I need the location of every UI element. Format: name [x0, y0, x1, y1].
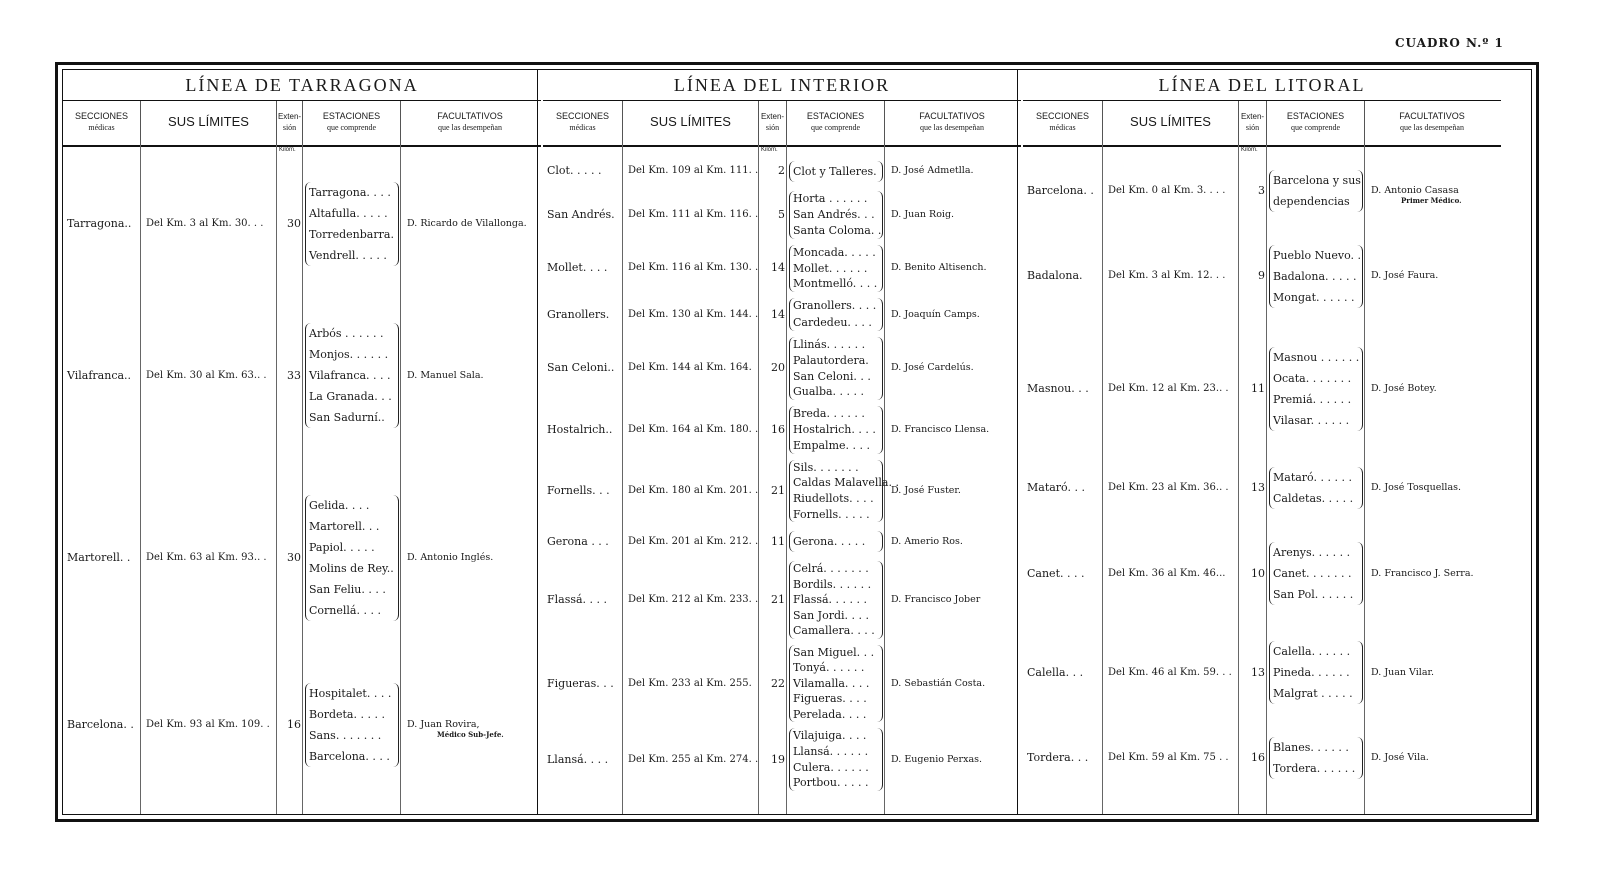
station-name: Torredenbarra. [309, 227, 394, 241]
table-row [543, 242, 1021, 296]
doctor-name: D. Benito Altisench. [891, 262, 987, 274]
header-extension [759, 101, 787, 145]
section-name: Gerona . . . [547, 534, 609, 548]
station-list [789, 561, 883, 639]
section-extension: 11 [1251, 382, 1265, 396]
doctor-name: D. Amerio Ros. [891, 535, 963, 547]
header-facultativos-text: FACULTATIVOS [437, 111, 503, 121]
column-header-row [1023, 101, 1501, 147]
section-name: Tordera. . . [1027, 751, 1089, 765]
section-name: Vilafranca.. [67, 368, 132, 382]
station-name: Pueblo Nuevo. . [1273, 248, 1362, 262]
table-row [1023, 524, 1501, 623]
station-name: Premiá. . . . . . [1273, 393, 1352, 407]
header-extension [277, 101, 303, 145]
header-estaciones-text: ESTACIONES [322, 111, 381, 121]
section-extension: 16 [771, 422, 785, 436]
section-extension: 33 [287, 368, 301, 382]
section-name: Granollers. [547, 307, 610, 321]
table-row [63, 460, 541, 657]
section-limits: Del Km. 109 al Km. 111. . [628, 165, 759, 177]
station-name: Santa Coloma. . [793, 223, 882, 237]
header-facultativos-text: FACULTATIVOS [1399, 111, 1465, 121]
header-estaciones-text: ESTACIONES [1286, 111, 1345, 121]
station-name: Vilasar. . . . . . [1273, 414, 1350, 428]
section-limits: Del Km. 116 al Km. 130. . [628, 262, 759, 274]
column-header-row [543, 101, 1021, 147]
station-name: San Sadurní.. [309, 411, 385, 425]
section-doctor [891, 209, 954, 220]
station-name: Masnou . . . . . . [1273, 351, 1360, 365]
section-limits: Del Km. 164 al Km. 180. . [628, 423, 759, 435]
header-secciones [543, 101, 623, 145]
doctor-name: D. Francisco J. Serra. [1371, 567, 1474, 579]
station-list [789, 161, 883, 182]
doctor-title: Primer Médico. [1401, 195, 1462, 205]
station-name: Hostalrich. . . . [793, 422, 876, 436]
section-doctor [1371, 568, 1474, 579]
doctor-name: D. Joaquín Camps. [891, 308, 980, 320]
table-row [543, 525, 1021, 558]
header-limites-text: SUS LÍMITES [1130, 114, 1211, 129]
table-body [62, 69, 1532, 815]
table-row [1023, 227, 1501, 326]
header-extension [1239, 101, 1267, 145]
station-name: Mataró. . . . . . [1273, 471, 1352, 485]
station-list [305, 683, 399, 767]
station-list [1269, 170, 1363, 212]
station-name: Breda. . . . . . [793, 406, 865, 420]
station-name: Tonyá. . . . . . [793, 661, 865, 675]
station-list [789, 191, 883, 239]
section-doctor [407, 719, 504, 739]
station-list [1269, 737, 1363, 779]
section-name: Hostalrich.. [547, 422, 613, 436]
table-row [543, 725, 1021, 794]
header-facultativos-subtext: que las desempeñan [1400, 123, 1464, 132]
section-name: Barcelona. . [67, 718, 134, 732]
column-header-row [63, 101, 541, 147]
station-list [789, 298, 883, 331]
station-list [1269, 542, 1363, 605]
table-row [543, 155, 1021, 188]
station-name: Figueras. . . . [793, 692, 867, 706]
station-name: Sils. . . . . . . [793, 460, 859, 474]
table-row [543, 334, 1021, 403]
section-name: Mataró. . . [1027, 481, 1085, 495]
table-row [1023, 155, 1501, 227]
header-extension-text: Exten- [760, 112, 785, 121]
section-name: San Celoni.. [547, 361, 615, 375]
station-name: Gelida. . . . [309, 499, 370, 513]
line-panel [1023, 70, 1501, 814]
station-name: San Miguel. . . [793, 645, 875, 659]
header-facultativos-subtext: que las desempeñan [438, 123, 502, 132]
line-panel [543, 70, 1021, 814]
doctor-name: D. José Faura. [1371, 270, 1439, 282]
doctor-title: Médico Sub-Jefe. [437, 730, 504, 740]
station-list [305, 182, 399, 266]
section-doctor [891, 754, 982, 765]
station-name: Caldetas. . . . . [1273, 492, 1354, 506]
header-facultativos [1365, 101, 1499, 145]
section-doctor [891, 424, 989, 435]
section-limits: Del Km. 212 al Km. 233. . [628, 593, 759, 605]
table-frame [55, 62, 1539, 822]
section-limits: Del Km. 63 al Km. 93.. . [146, 552, 267, 564]
section-extension: 21 [771, 592, 785, 606]
section-extension: 9 [1258, 269, 1265, 283]
section-name: Fornells. . . [547, 483, 610, 497]
header-estaciones [1267, 101, 1365, 145]
section-extension: 10 [1251, 566, 1265, 580]
table-row [543, 403, 1021, 457]
section-limits: Del Km. 130 al Km. 144. . [628, 308, 759, 320]
header-secciones-text: SECCIONES [74, 111, 128, 121]
station-list [1269, 467, 1363, 509]
header-secciones-subtext: médicas [88, 123, 115, 132]
station-name: Flassá. . . . . . [793, 593, 868, 607]
section-name: Flassá. . . . [547, 592, 608, 606]
station-name: San Pol. . . . . . [1273, 588, 1354, 602]
section-extension: 30 [287, 216, 301, 230]
doctor-name: D. Antonio Inglés. [407, 552, 494, 564]
station-list [789, 337, 883, 400]
station-list [1269, 641, 1363, 704]
table-row [1023, 722, 1501, 794]
section-limits: Del Km. 180 al Km. 201. . [628, 484, 759, 496]
station-name: Portbou. . . . . [793, 776, 869, 790]
station-name: Ocata. . . . . . . [1273, 372, 1352, 386]
table-row [543, 642, 1021, 726]
section-extension: 3 [1258, 183, 1265, 197]
station-name: San Feliu. . . . [309, 583, 386, 597]
section-doctor [891, 262, 986, 273]
section-doctor [1371, 482, 1461, 493]
header-estaciones [303, 101, 401, 145]
section-doctor [407, 370, 484, 381]
station-name: Camallera. . . . [793, 624, 875, 638]
station-name: Gualba. . . . . [793, 385, 865, 399]
doctor-name: D. Francisco Llensa. [891, 423, 990, 435]
station-list [1269, 245, 1363, 308]
station-name: Barcelona. . . . [309, 750, 390, 764]
doctor-name: D. Juan Vilar. [1371, 666, 1434, 678]
section-limits: Del Km. 144 al Km. 164. [628, 362, 752, 374]
station-name: Molins de Rey.. [309, 562, 394, 576]
station-list [305, 323, 399, 428]
station-name: Fornells. . . . . [793, 507, 870, 521]
station-name: San Celoni. . . [793, 369, 871, 383]
section-name: Badalona. [1027, 269, 1083, 283]
header-extension-text: Exten- [1240, 112, 1265, 121]
header-limites [623, 101, 759, 145]
station-name: Culera. . . . . . [793, 760, 869, 774]
table-row [543, 295, 1021, 334]
section-limits: Del Km. 59 al Km. 75 . . [1108, 752, 1229, 764]
doctor-name: D. José Fuster. [891, 484, 961, 496]
header-secciones [1023, 101, 1103, 145]
station-list [789, 406, 883, 454]
station-name: Arbós . . . . . . [309, 327, 384, 341]
section-extension: 13 [1251, 481, 1265, 495]
section-limits: Del Km. 233 al Km. 255. [628, 677, 752, 689]
section-limits: Del Km. 3 al Km. 30. . . [146, 217, 264, 229]
doctor-name: D. Francisco Jober [891, 593, 981, 605]
table-row [543, 457, 1021, 526]
doctor-name: D. Juan Rovira, [407, 719, 480, 731]
section-doctor [407, 218, 527, 229]
doctor-name: D. José Tosquellas. [1371, 482, 1462, 494]
station-name: Vilamalla. . . . [793, 676, 870, 690]
section-limits: Del Km. 255 al Km. 274. . [628, 753, 759, 765]
header-limites [141, 101, 277, 145]
doctor-name: D. José Botey. [1371, 383, 1437, 395]
doctor-name: D. Eugenio Perxas. [891, 753, 983, 765]
station-name: Cornellá. . . . [309, 604, 381, 618]
station-name: Moncada. . . . . [793, 245, 876, 259]
header-extension-text: Exten- [277, 112, 302, 121]
station-name: Pineda. . . . . . [1273, 666, 1350, 680]
section-doctor [1371, 383, 1437, 394]
section-extension: 14 [771, 307, 785, 321]
doctor-name: D. Antonio Casasa [1371, 184, 1459, 196]
station-name: Hospitalet. . . . [309, 687, 392, 701]
station-name: Vilajuiga. . . . [793, 729, 867, 743]
station-name: Sans. . . . . . . [309, 729, 382, 743]
section-extension: 14 [771, 261, 785, 275]
station-name: Horta . . . . . . [793, 191, 868, 205]
header-estaciones-subtext: que comprende [810, 123, 861, 132]
station-name: Canet. . . . . . . [1273, 567, 1352, 581]
station-name: Blanes. . . . . . [1273, 741, 1349, 755]
header-estaciones-text: ESTACIONES [806, 111, 865, 121]
line-title: LÍNEA DEL INTERIOR [543, 70, 1021, 101]
header-limites-text: SUS LÍMITES [168, 114, 249, 129]
section-limits: Del Km. 93 al Km. 109. . [146, 719, 270, 731]
section-doctor [891, 309, 980, 320]
station-name: dependencias [1273, 194, 1350, 208]
station-name: Malgrat . . . . . [1273, 687, 1353, 701]
header-limites-text: SUS LÍMITES [650, 114, 731, 129]
station-list [1269, 347, 1363, 431]
doctor-name: D. Ricardo de Vilallonga. [407, 217, 527, 229]
station-name: Vendrell. . . . . [309, 248, 387, 262]
doctor-name: D. José Cardelús. [891, 362, 974, 374]
section-name: Martorell. . [67, 551, 131, 565]
station-name: Tarragona. . . . [309, 185, 391, 199]
header-extension-subtext: sión [765, 123, 780, 132]
kilometre-unit-label: Kilóm. [761, 147, 778, 153]
section-name: Masnou. . . [1027, 382, 1089, 396]
section-extension: 21 [771, 483, 785, 497]
doctor-name: D. José Vila. [1371, 752, 1429, 764]
section-limits: Del Km. 3 al Km. 12. . . [1108, 270, 1226, 282]
station-list [789, 645, 883, 723]
header-facultativos [885, 101, 1019, 145]
section-extension: 5 [778, 207, 785, 221]
header-facultativos [401, 101, 539, 145]
table-row [63, 657, 541, 794]
section-extension: 2 [778, 164, 785, 178]
kilometre-unit-label: Kilóm. [279, 147, 296, 153]
header-facultativos-subtext: que las desempeñan [920, 123, 984, 132]
station-name: Gerona. . . . . [793, 535, 866, 549]
doctor-name: D. Manuel Sala. [407, 369, 484, 381]
station-name: San Andrés. . . [793, 207, 875, 221]
header-extension-subtext: sión [1245, 123, 1260, 132]
table-row [63, 155, 541, 292]
station-name: Mongat. . . . . . [1273, 290, 1355, 304]
section-doctor [891, 165, 974, 176]
section-doctor [891, 362, 974, 373]
table-row [543, 188, 1021, 242]
station-name: La Granada. . . [309, 390, 392, 404]
station-name: Tordera. . . . . . [1273, 762, 1356, 776]
station-name: Palautordera. [793, 353, 869, 367]
station-name: Empalme. . . . [793, 438, 870, 452]
station-name: Granollers. . . . [793, 299, 877, 313]
station-list [789, 531, 883, 552]
station-name: Bordeta. . . . . [309, 708, 385, 722]
section-extension: 13 [1251, 665, 1265, 679]
station-name: Altafulla. . . . . [309, 206, 388, 220]
station-name: Llinás. . . . . . [793, 338, 866, 352]
header-estaciones [787, 101, 885, 145]
section-extension: 30 [287, 551, 301, 565]
section-doctor [1371, 667, 1434, 678]
section-extension: 22 [771, 676, 785, 690]
header-facultativos-text: FACULTATIVOS [919, 111, 985, 121]
doctor-name: D. Sebastián Costa. [891, 677, 986, 689]
header-estaciones-subtext: que comprende [1290, 123, 1341, 132]
table-row [1023, 326, 1501, 453]
station-name: Martorell. . . [309, 520, 380, 534]
section-name: Figueras. . . [547, 676, 614, 690]
section-doctor [1371, 752, 1429, 763]
header-secciones-subtext: médicas [569, 123, 596, 132]
station-name: Calella. . . . . . [1273, 645, 1351, 659]
station-name: Llansá. . . . . . [793, 744, 869, 758]
header-estaciones-subtext: que comprende [326, 123, 377, 132]
station-name: Monjos. . . . . . [309, 348, 389, 362]
header-secciones-text: SECCIONES [1035, 111, 1089, 121]
section-doctor [1371, 270, 1438, 281]
section-name: Clot. . . . . [547, 164, 602, 178]
station-name: Barcelona y sus [1273, 173, 1361, 187]
station-list [789, 245, 883, 293]
line-title: LÍNEA DE TARRAGONA [63, 70, 541, 101]
section-name: Barcelona. . [1027, 183, 1094, 197]
station-name: Clot y Talleres. [793, 164, 877, 178]
header-secciones [63, 101, 141, 145]
section-extension: 16 [287, 718, 301, 732]
section-limits: Del Km. 36 al Km. 46... [1108, 567, 1226, 579]
station-name: Arenys. . . . . . [1273, 546, 1351, 560]
section-name: Tarragona.. [67, 216, 132, 230]
section-doctor [407, 552, 493, 563]
section-doctor [891, 678, 985, 689]
header-secciones-subtext: médicas [1049, 123, 1076, 132]
section-name: San Andrés. [547, 207, 615, 221]
header-extension-subtext: sión [282, 123, 297, 132]
doctor-name: D. Juan Roig. [891, 208, 955, 220]
station-name: Caldas Malavella. . [793, 476, 899, 490]
table-number-label: CUADRO N.º 1 [1395, 36, 1504, 50]
section-limits: Del Km. 23 al Km. 36.. . [1108, 482, 1229, 494]
line-title: LÍNEA DEL LITORAL [1023, 70, 1501, 101]
station-name: Bordils. . . . . . [793, 577, 872, 591]
section-limits: Del Km. 0 al Km. 3. . . . [1108, 184, 1226, 196]
table-row [63, 292, 541, 459]
station-name: Mollet. . . . . . [793, 261, 868, 275]
table-row [1023, 452, 1501, 524]
section-limits: Del Km. 46 al Km. 59. . . [1108, 666, 1232, 678]
station-name: Vilafranca. . . . [309, 369, 391, 383]
section-limits: Del Km. 30 al Km. 63.. . [146, 369, 267, 381]
line-panel [63, 70, 541, 814]
section-doctor [891, 536, 963, 547]
header-limites [1103, 101, 1239, 145]
station-name: San Jordi. . . . [793, 608, 870, 622]
station-name: Perelada. . . . [793, 707, 867, 721]
station-name: Cardedeu. . . . [793, 315, 872, 329]
station-list [789, 460, 899, 523]
station-name: Papiol. . . . . [309, 541, 375, 555]
kilometre-unit-label: Kilóm. [1241, 147, 1258, 153]
section-limits: Del Km. 201 al Km. 212. . [628, 535, 759, 547]
station-list [305, 495, 399, 621]
section-name: Calella. . . [1027, 665, 1084, 679]
section-doctor [891, 594, 980, 605]
station-name: Celrá. . . . . . . [793, 562, 869, 576]
section-doctor [891, 485, 961, 496]
section-limits: Del Km. 12 al Km. 23.. . [1108, 383, 1229, 395]
table-row [543, 558, 1021, 642]
station-name: Badalona. . . . . [1273, 269, 1357, 283]
table-row [1023, 623, 1501, 722]
header-secciones-text: SECCIONES [555, 111, 609, 121]
station-name: Riudellots. . . . [793, 491, 874, 505]
section-name: Canet. . . . [1027, 566, 1085, 580]
section-extension: 20 [771, 361, 785, 375]
section-name: Mollet. . . . [547, 261, 608, 275]
section-extension: 19 [771, 752, 785, 766]
doctor-name: D. José Admetlla. [891, 165, 974, 177]
section-doctor [1371, 185, 1462, 205]
station-list [789, 728, 883, 791]
section-limits: Del Km. 111 al Km. 116. . [628, 208, 759, 220]
section-extension: 11 [771, 534, 785, 548]
section-extension: 16 [1251, 751, 1265, 765]
section-name: Llansá. . . . [547, 752, 609, 766]
station-name: Montmelló. . . . [793, 277, 878, 291]
